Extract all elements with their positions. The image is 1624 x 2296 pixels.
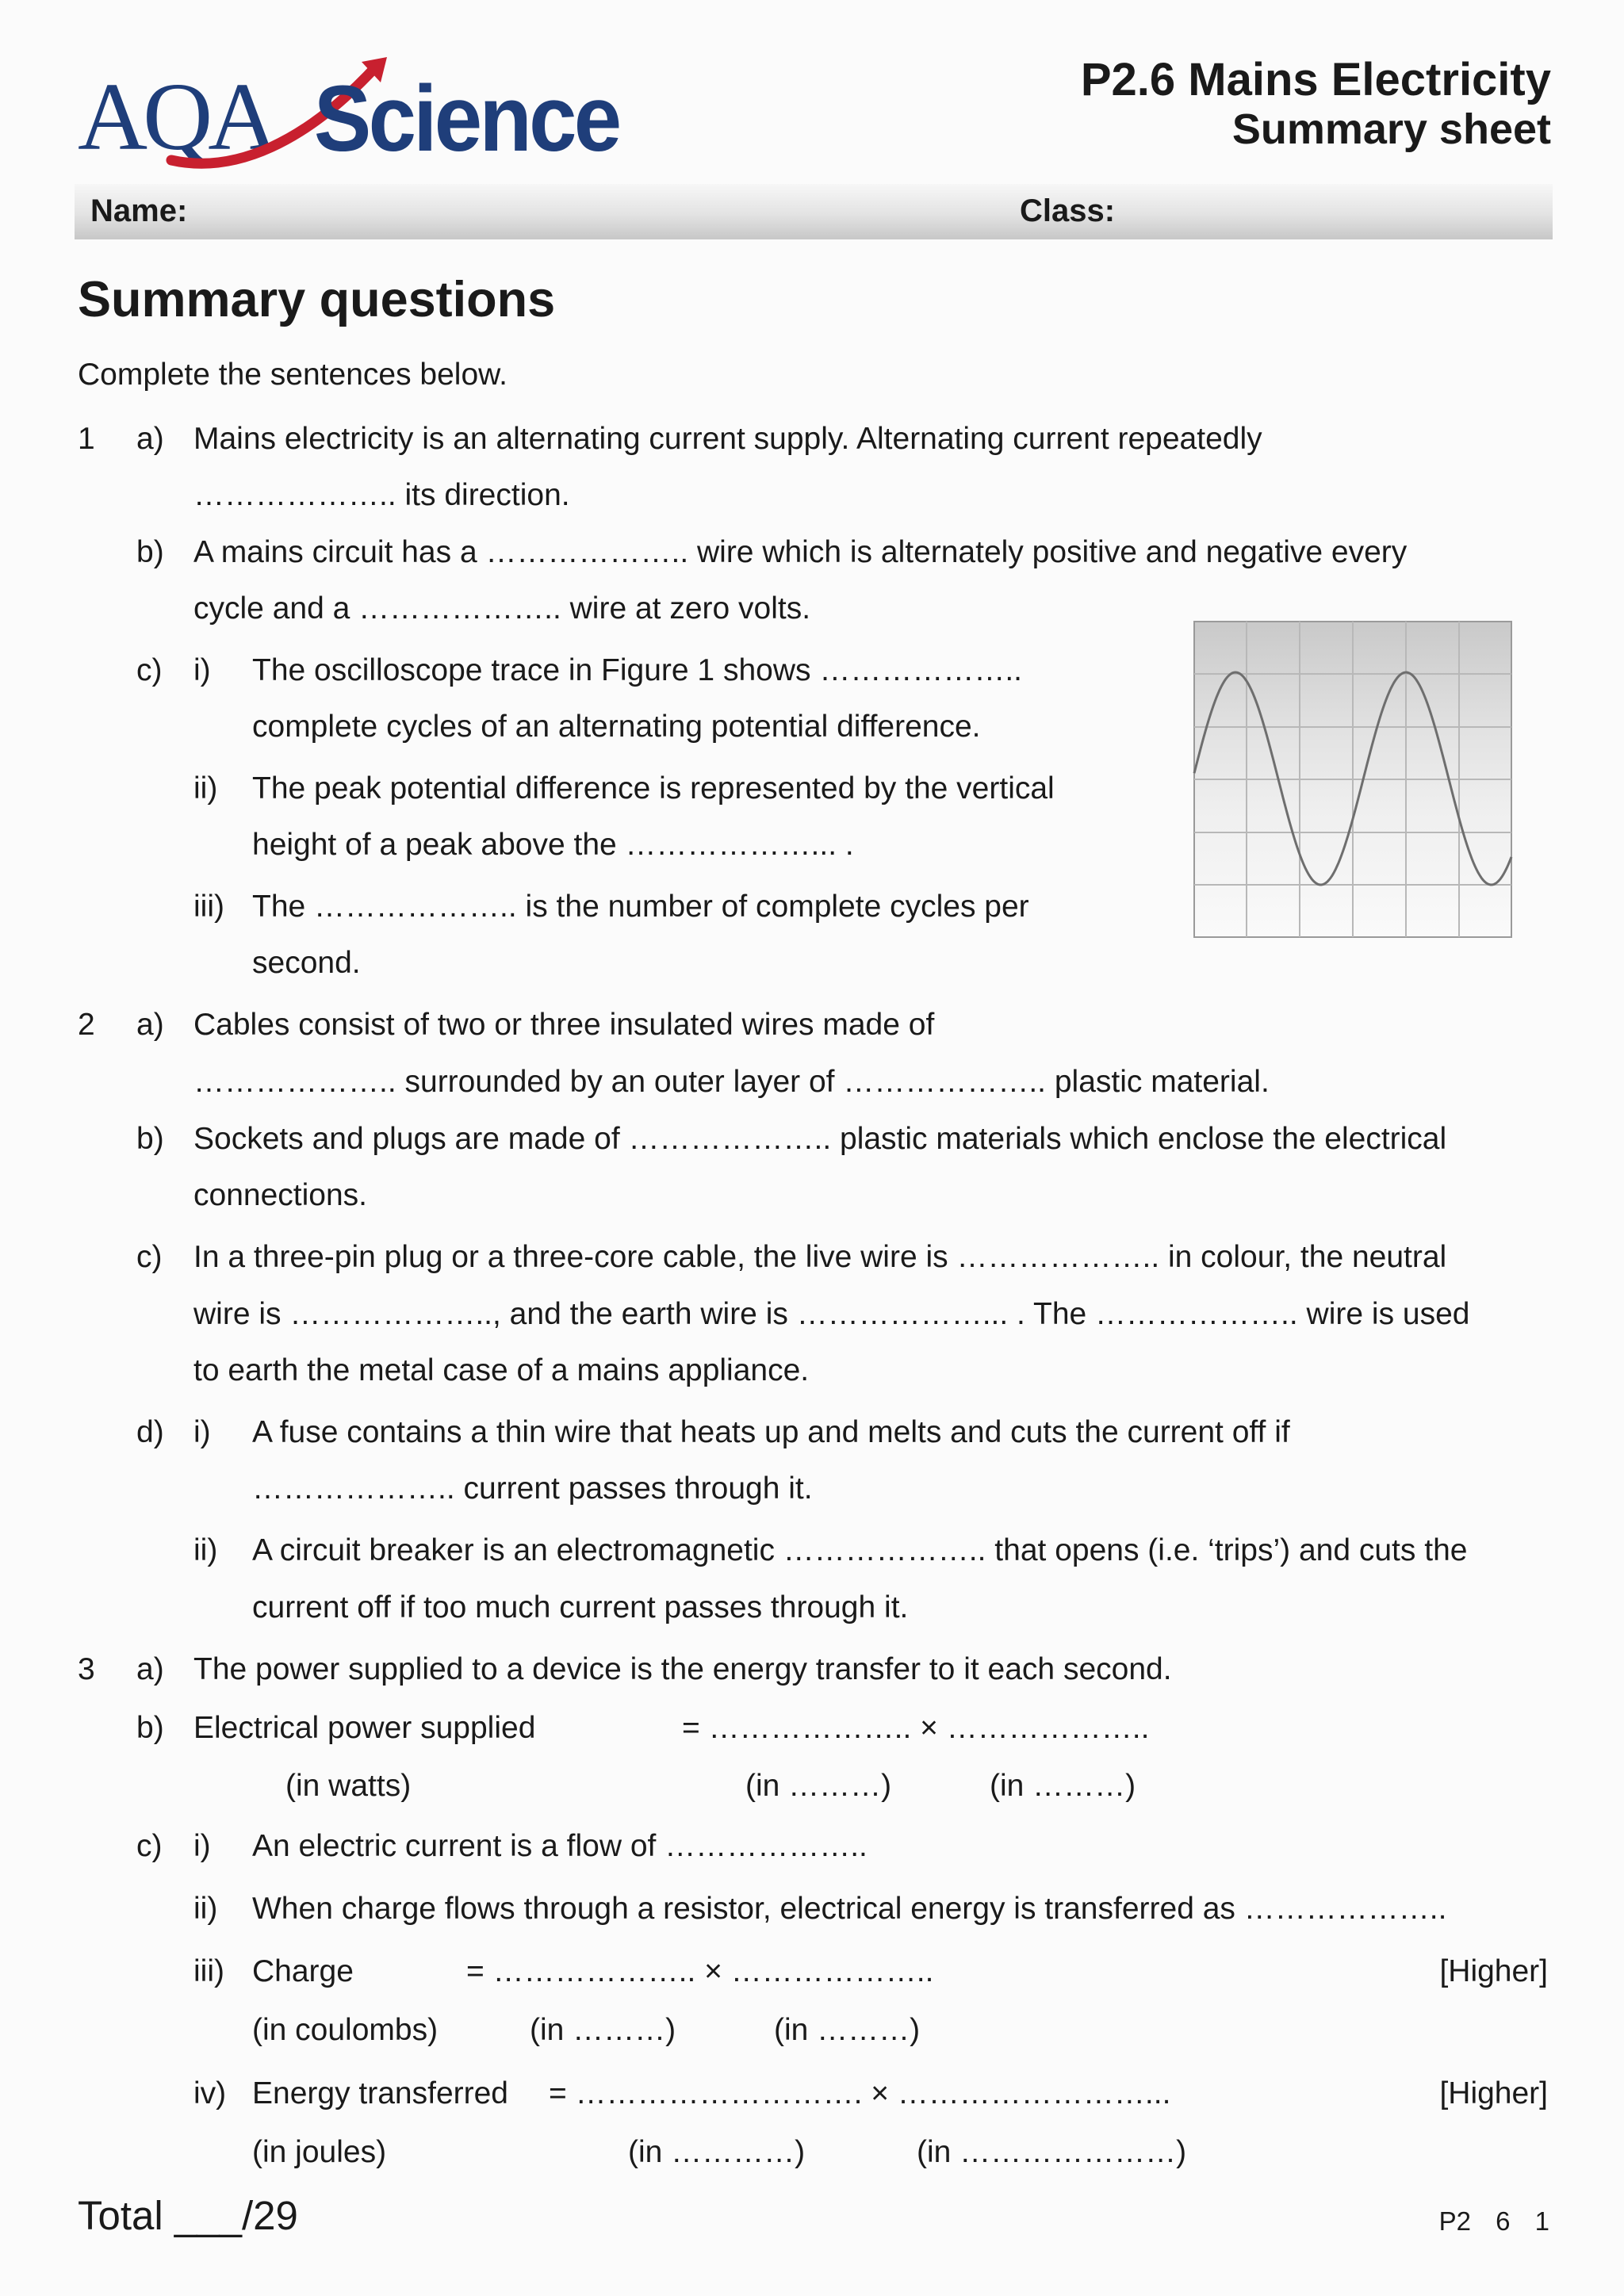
- q3b-equation-lhs: Electrical power supplied: [193, 1711, 536, 1745]
- q2di-label: i): [193, 1415, 211, 1449]
- q2b-line-1: Sockets and plugs are made of ……………….. plastic materials which enclose the electrical: [193, 1122, 1447, 1156]
- q2c-line-3: to earth the metal case of a mains appliance.: [193, 1353, 810, 1387]
- q3a-label: a): [136, 1652, 164, 1686]
- q3civ-label: iv): [193, 2076, 227, 2110]
- q2di-line-1: A fuse contains a thin wire that heats up and melts and cuts the current off if: [252, 1415, 1290, 1449]
- q3b-unit-blank-1: (in ………): [745, 1769, 892, 1803]
- footer-page-number: 1: [1534, 2206, 1549, 2236]
- q3ciii-label: iii): [193, 1954, 224, 1988]
- q1ci-line-1: The oscilloscope trace in Figure 1 shows ………………..: [252, 653, 1023, 687]
- q2dii-line-2: current off if too much current passes through it.: [252, 1590, 909, 1624]
- q2dii-line-1: A circuit breaker is an electromagnetic ……………….. that opens (i.e. ‘trips’) and cuts the: [252, 1533, 1468, 1567]
- q3ciii-higher-tag: [Higher]: [1439, 1954, 1548, 1988]
- q1b-line-2: cycle and a ……………….. wire at zero volts.: [193, 591, 811, 626]
- q3c-label: c): [136, 1829, 163, 1863]
- q2c-line-2: wire is ……………….., and the earth wire is ………………... . The ……………….. wire is used: [193, 1297, 1470, 1331]
- footer-code: P2 6: [1438, 2206, 1511, 2236]
- q1cii-line-2: height of a peak above the ………………... .: [252, 828, 854, 862]
- q1ciii-line-1: The ……………….. is the number of complete cycles per: [252, 890, 1029, 924]
- q2b-label: b): [136, 1122, 164, 1156]
- q1ciii-line-2: second.: [252, 946, 361, 980]
- logo-aqa-text: AQA: [78, 63, 274, 170]
- total-score: Total ___/29: [78, 2193, 298, 2238]
- q1c-label: c): [136, 653, 163, 687]
- q3cii-line-1: When charge flows through a resistor, electrical energy is transferred as ………………..: [252, 1892, 1447, 1926]
- q3ciii-unit-blank-1: (in ………): [530, 2013, 676, 2047]
- q1b-label: b): [136, 535, 164, 569]
- name-label: Name:: [90, 193, 188, 228]
- q3ciii-unit-coulombs: (in coulombs): [252, 2013, 439, 2047]
- q3civ-unit-blank-2: (in …………………): [917, 2135, 1187, 2169]
- q3civ-unit-joules: (in joules): [252, 2135, 387, 2169]
- q3civ-equation-lhs: Energy transferred: [252, 2076, 508, 2110]
- q1a-label: a): [136, 422, 164, 456]
- q1cii-label: ii): [193, 771, 218, 806]
- q3b-equation-rhs: = ……………….. × ………………..: [682, 1711, 1150, 1745]
- q3a-line-1: The power supplied to a device is the energy transfer to it each second.: [193, 1652, 1172, 1686]
- q2b-line-2: connections.: [193, 1178, 367, 1212]
- q2c-line-1: In a three-pin plug or a three-core cable, the live wire is ……………….. in colour, the neutral: [193, 1240, 1447, 1274]
- document-subtitle: Summary sheet: [1231, 105, 1551, 153]
- question-number-1: 1: [78, 422, 95, 456]
- q1ci-label: i): [193, 653, 211, 687]
- q3ci-line-1: An electric current is a flow of ………………..: [252, 1829, 868, 1863]
- section-title: Summary questions: [78, 272, 556, 327]
- q1a-line-2: ……………….. its direction.: [193, 478, 570, 512]
- q1b-line-1: A mains circuit has a ……………….. wire which is alternately positive and negative every: [193, 535, 1408, 569]
- q3civ-unit-blank-1: (in …………): [628, 2135, 806, 2169]
- page-footer: [1439, 2204, 1549, 2239]
- q2a-label: a): [136, 1008, 164, 1042]
- q2a-line-1: Cables consist of two or three insulated wires made of: [193, 1008, 935, 1042]
- q2d-label: d): [136, 1415, 164, 1449]
- q3civ-higher-tag: [Higher]: [1439, 2076, 1548, 2110]
- q2a-line-2: ……………….. surrounded by an outer layer of ……………….. plastic material.: [193, 1065, 1270, 1099]
- q1ciii-label: iii): [193, 890, 224, 924]
- q3b-label: b): [136, 1711, 164, 1745]
- q1ci-line-2: complete cycles of an alternating potential difference.: [252, 710, 981, 744]
- q3b-unit-watts: (in watts): [285, 1769, 412, 1803]
- q3cii-label: ii): [193, 1892, 218, 1926]
- q3civ-equation-rhs: = ………………………. × ……………………...: [549, 2076, 1171, 2110]
- q1cii-line-1: The peak potential difference is represented by the vertical: [252, 771, 1055, 806]
- intro-text: Complete the sentences below.: [78, 358, 508, 392]
- q2dii-label: ii): [193, 1533, 218, 1567]
- class-label: Class:: [1020, 193, 1116, 228]
- q2c-label: c): [136, 1240, 163, 1274]
- name-class-bar: [75, 184, 1553, 239]
- document-title: P2.6 Mains Electricity: [1080, 54, 1551, 105]
- oscilloscope-trace-figure: [1193, 620, 1513, 939]
- logo-science-text: Science: [313, 66, 619, 172]
- q3ci-label: i): [193, 1829, 211, 1863]
- aqa-science-logo: [76, 55, 631, 174]
- q3b-unit-blank-2: (in ………): [990, 1769, 1136, 1803]
- q2di-line-2: ……………….. current passes through it.: [252, 1471, 813, 1506]
- question-number-3: 3: [78, 1652, 95, 1686]
- q3ciii-unit-blank-2: (in ………): [774, 2013, 921, 2047]
- q3ciii-equation-lhs: Charge: [252, 1954, 354, 1988]
- question-number-2: 2: [78, 1008, 95, 1042]
- q3ciii-equation-rhs: = ……………….. × ………………..: [466, 1954, 934, 1988]
- q1a-line-1: Mains electricity is an alternating current supply. Alternating current repeatedly: [193, 422, 1262, 456]
